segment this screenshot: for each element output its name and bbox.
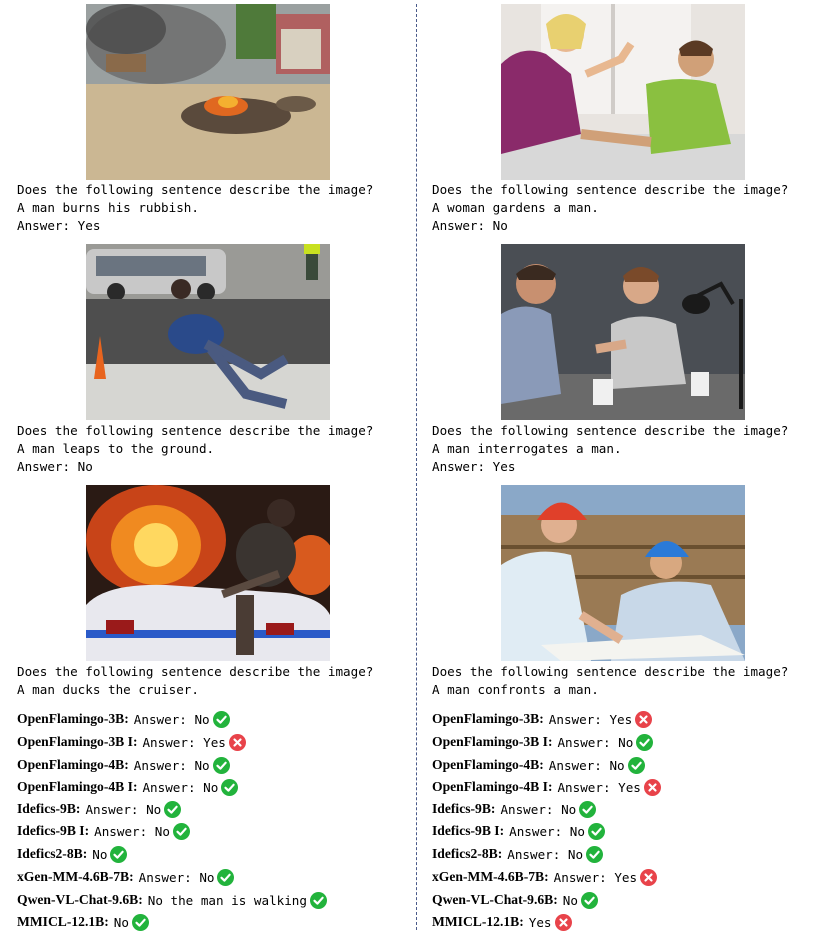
check-icon bbox=[164, 801, 181, 818]
example-3-question: Does the following sentence describe the image? bbox=[432, 664, 789, 679]
result-row bbox=[17, 708, 230, 730]
check-icon bbox=[110, 846, 127, 863]
check-icon bbox=[586, 846, 603, 863]
cross-icon bbox=[635, 711, 652, 728]
column-divider bbox=[416, 4, 417, 930]
photo-interrogation bbox=[501, 244, 745, 420]
model-name: OpenFlamingo-4B I: bbox=[432, 779, 553, 794]
model-name: Idefics-9B I: bbox=[432, 823, 505, 838]
model-name: Qwen-VL-Chat-9.6B: bbox=[17, 892, 143, 907]
cross-icon bbox=[640, 869, 657, 886]
model-name: OpenFlamingo-3B I: bbox=[17, 734, 138, 749]
result-row bbox=[17, 798, 181, 820]
model-answer: Answer: No bbox=[138, 869, 215, 885]
model-name: OpenFlamingo-3B I: bbox=[432, 734, 553, 749]
model-name: OpenFlamingo-4B I: bbox=[17, 779, 138, 794]
model-name: Idefics-9B I: bbox=[17, 823, 90, 838]
model-answer: Answer: No bbox=[85, 801, 162, 817]
model-answer: No the man is walking bbox=[147, 892, 307, 908]
model-name: xGen-MM-4.6B-7B: bbox=[432, 869, 549, 884]
result-row bbox=[432, 843, 603, 865]
model-answer: Answer: No bbox=[507, 846, 584, 862]
result-row bbox=[432, 866, 657, 888]
cross-icon bbox=[555, 914, 572, 931]
result-row bbox=[432, 911, 572, 933]
example-2-answer: Answer: Yes bbox=[432, 459, 516, 474]
model-name: Idefics-9B: bbox=[432, 801, 496, 816]
check-icon bbox=[213, 757, 230, 774]
example-1-sentence: A woman gardens a man. bbox=[432, 200, 599, 215]
check-icon bbox=[310, 892, 327, 909]
check-icon bbox=[636, 734, 653, 751]
model-name: Qwen-VL-Chat-9.6B: bbox=[432, 892, 558, 907]
check-icon bbox=[217, 869, 234, 886]
model-name: MMICL-12.1B: bbox=[432, 914, 524, 929]
result-row bbox=[17, 866, 234, 888]
cross-icon bbox=[229, 734, 246, 751]
example-3-sentence: A man ducks the cruiser. bbox=[17, 682, 199, 697]
photo-man-slipping bbox=[86, 244, 330, 420]
model-answer: Answer: Yes bbox=[557, 779, 641, 795]
result-row bbox=[432, 731, 653, 753]
model-answer: Answer: No bbox=[142, 779, 219, 795]
result-row bbox=[17, 776, 238, 798]
model-name: Idefics-9B: bbox=[17, 801, 81, 816]
check-icon bbox=[213, 711, 230, 728]
model-answer: Answer: Yes bbox=[548, 711, 633, 727]
example-1-sentence: A man burns his rubbish. bbox=[17, 200, 199, 215]
check-icon bbox=[173, 823, 190, 840]
example-3-question: Does the following sentence describe the image? bbox=[17, 664, 374, 679]
model-name: Idefics2-8B: bbox=[432, 846, 503, 861]
model-name: MMICL-12.1B: bbox=[17, 914, 109, 929]
model-name: OpenFlamingo-4B: bbox=[17, 757, 129, 772]
check-icon bbox=[628, 757, 645, 774]
result-row bbox=[17, 820, 190, 842]
result-row bbox=[17, 843, 127, 865]
model-answer: Answer: Yes bbox=[142, 734, 226, 750]
example-2-question: Does the following sentence describe the image? bbox=[17, 423, 374, 438]
model-name: OpenFlamingo-3B: bbox=[432, 711, 544, 726]
model-answer: Answer: No bbox=[548, 757, 625, 773]
result-row bbox=[17, 754, 230, 776]
photo-burning-rubbish bbox=[86, 4, 330, 180]
check-icon bbox=[588, 823, 605, 840]
model-answer: No bbox=[113, 914, 129, 930]
check-icon bbox=[221, 779, 238, 796]
photo-woman-yelling bbox=[501, 4, 745, 180]
photo-construction-workers bbox=[501, 485, 745, 661]
model-answer: No bbox=[92, 846, 108, 862]
result-row bbox=[432, 754, 645, 776]
model-answer: Answer: No bbox=[557, 734, 634, 750]
result-row bbox=[17, 911, 149, 933]
model-name: Idefics2-8B: bbox=[17, 846, 88, 861]
result-row bbox=[432, 798, 596, 820]
result-row bbox=[17, 889, 327, 911]
left-column bbox=[10, 0, 410, 934]
result-row bbox=[432, 889, 598, 911]
example-1-question: Does the following sentence describe the image? bbox=[432, 182, 789, 197]
model-answer: Yes bbox=[528, 914, 552, 930]
model-name: xGen-MM-4.6B-7B: bbox=[17, 869, 134, 884]
model-answer: Answer: Yes bbox=[553, 869, 638, 885]
right-column bbox=[425, 0, 825, 934]
photo-burning-cruiser bbox=[86, 485, 330, 661]
result-row bbox=[432, 776, 661, 798]
model-answer: Answer: No bbox=[133, 711, 210, 727]
model-answer: Answer: No bbox=[94, 823, 170, 839]
model-name: OpenFlamingo-4B: bbox=[432, 757, 544, 772]
model-name: OpenFlamingo-3B: bbox=[17, 711, 129, 726]
model-answer: Answer: No bbox=[500, 801, 577, 817]
result-row bbox=[432, 708, 652, 730]
model-answer: No bbox=[562, 892, 578, 908]
cross-icon bbox=[644, 779, 661, 796]
example-2-sentence: A man leaps to the ground. bbox=[17, 441, 215, 456]
model-answer: Answer: No bbox=[509, 823, 585, 839]
model-answer: Answer: No bbox=[133, 757, 210, 773]
check-icon bbox=[581, 892, 598, 909]
result-row bbox=[17, 731, 246, 753]
result-row bbox=[432, 820, 605, 842]
example-2-answer: Answer: No bbox=[17, 459, 93, 474]
check-icon bbox=[579, 801, 596, 818]
example-1-question: Does the following sentence describe the image? bbox=[17, 182, 374, 197]
example-2-sentence: A man interrogates a man. bbox=[432, 441, 622, 456]
check-icon bbox=[132, 914, 149, 931]
example-3-sentence: A man confronts a man. bbox=[432, 682, 599, 697]
example-1-answer: Answer: No bbox=[432, 218, 508, 233]
example-2-question: Does the following sentence describe the image? bbox=[432, 423, 789, 438]
example-1-answer: Answer: Yes bbox=[17, 218, 101, 233]
